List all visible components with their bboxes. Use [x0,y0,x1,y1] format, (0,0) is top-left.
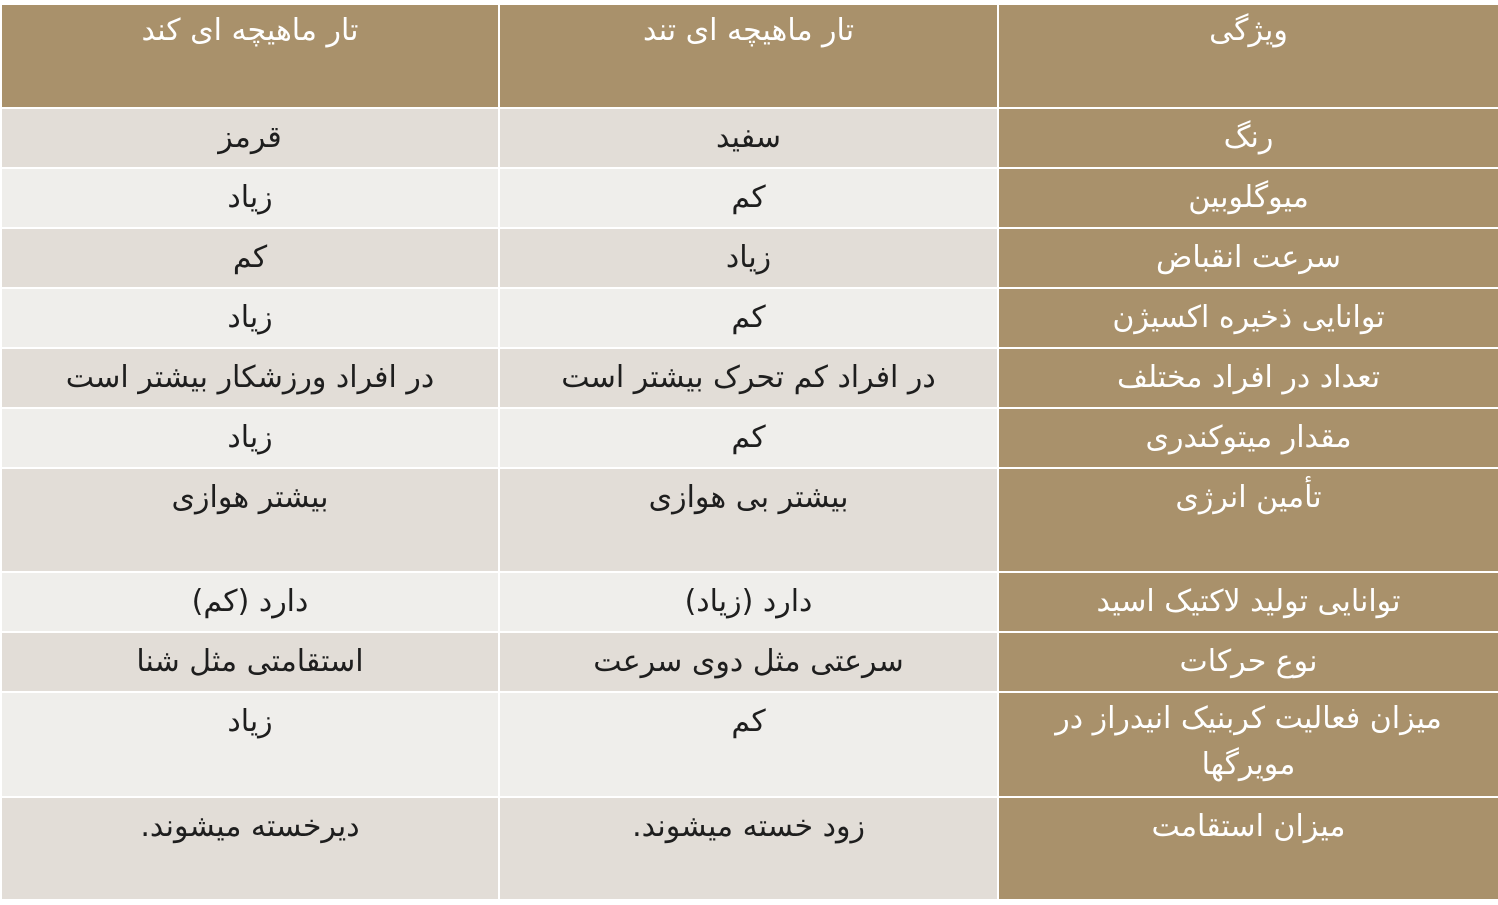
cell-slow-carbonic-anhydrase: زیاد [2,693,498,796]
cell-feature-endurance: میزان استقامت [999,798,1498,899]
cell-slow-lactic-acid: دارد (کم) [2,573,498,631]
cell-feature-energy: تأمین انرژی [999,469,1498,571]
cell-slow-endurance: دیرخسته میشوند. [2,798,498,899]
cell-slow-energy: بیشتر هوازی [2,469,498,571]
cell-feature-count: تعداد در افراد مختلف [999,349,1498,407]
header-slow-fiber: تار ماهیچه ای کند [2,5,498,107]
cell-feature-movement-type: نوع حرکات [999,633,1498,691]
cell-feature-carbonic-anhydrase: میزان فعالیت کربنیک انیدراز در مویرگها [999,693,1498,796]
cell-slow-contraction-speed: کم [2,229,498,287]
cell-fast-movement-type: سرعتی مثل دوی سرعت [500,633,997,691]
cell-feature-mitochondria: مقدار میتوکندری [999,409,1498,467]
cell-feature-lactic-acid: توانایی تولید لاکتیک اسید [999,573,1498,631]
cell-fast-mitochondria: کم [500,409,997,467]
cell-slow-oxygen-storage: زیاد [2,289,498,347]
cell-slow-movement-type: استقامتی مثل شنا [2,633,498,691]
cell-fast-oxygen-storage: کم [500,289,997,347]
cell-fast-color: سفید [500,109,997,167]
cell-fast-energy: بیشتر بی هوازی [500,469,997,571]
cell-slow-mitochondria: زیاد [2,409,498,467]
cell-fast-endurance: زود خسته میشوند. [500,798,997,899]
cell-feature-oxygen-storage: توانایی ذخیره اکسیژن [999,289,1498,347]
cell-feature-myoglobin: میوگلوبین [999,169,1498,227]
cell-fast-myoglobin: کم [500,169,997,227]
cell-fast-carbonic-anhydrase: کم [500,693,997,796]
comparison-table [2,5,1494,903]
cell-slow-myoglobin: زیاد [2,169,498,227]
cell-fast-lactic-acid: دارد (زیاد) [500,573,997,631]
cell-slow-color: قرمز [2,109,498,167]
cell-fast-contraction-speed: زیاد [500,229,997,287]
cell-slow-count: در افراد ورزشکار بیشتر است [2,349,498,407]
cell-fast-count: در افراد کم تحرک بیشتر است [500,349,997,407]
header-feature: ویژگی [999,5,1498,107]
cell-feature-color: رنگ [999,109,1498,167]
cell-feature-contraction-speed: سرعت انقباض [999,229,1498,287]
header-fast-fiber: تار ماهیچه ای تند [500,5,997,107]
